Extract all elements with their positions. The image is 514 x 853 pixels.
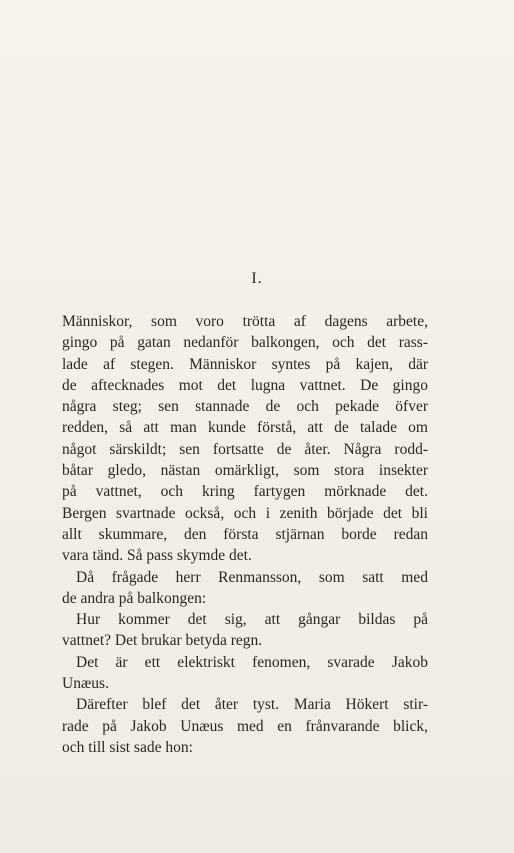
text-line: Det är ett elektriskt fenomen, svarade Jakob	[76, 653, 428, 671]
text-line: Därefter blef det åter tyst. Maria Hökert stir-	[76, 696, 428, 714]
text-line: Bergen svartnade också, och i zenith började det bli	[62, 504, 428, 522]
text-line: och till sist sade hon:	[62, 738, 193, 756]
body-text	[62, 311, 428, 758]
text-line: redden, så att man kunde förstå, att de talade om	[62, 419, 428, 437]
paragraph-2	[62, 567, 428, 610]
text-line: båtar gledo, nästan omärkligt, som stora insekter	[62, 462, 428, 480]
paragraph-1	[62, 311, 428, 567]
text-line: lade af stegen. Människor syntes på kajen, där	[62, 355, 428, 373]
text-line: de aftecknades mot det lugna vattnet. De gingo	[62, 376, 428, 394]
paragraph-3	[62, 609, 428, 652]
paragraph-5	[62, 694, 428, 758]
text-line: Hur kommer det sig, att gångar bildas på	[76, 611, 428, 629]
text-line: de andra på balkongen:	[62, 589, 207, 607]
text-line: vara tänd. Så pass skymde det.	[62, 547, 252, 565]
text-line: gingo på gatan nedanför balkongen, och det rass-	[62, 334, 428, 352]
paragraph-4	[62, 652, 428, 695]
text-line: allt skummare, den första stjärnan borde redan	[62, 525, 428, 543]
text-line: Unæus.	[62, 675, 109, 693]
text-line: rade på Jakob Unæus med en frånvarande blick,	[62, 717, 428, 735]
chapter-number: I.	[251, 270, 263, 287]
text-line: Då frågade herr Renmansson, som satt med	[76, 568, 428, 586]
text-line: några steg; sen stannade de och pekade öfver	[62, 398, 428, 416]
text-line: Människor, som voro trötta af dagens arbete,	[62, 313, 428, 330]
text-line: på vattnet, och kring fartygen mörknade det.	[62, 483, 428, 501]
text-line: vattnet? Det brukar betyda regn.	[62, 632, 263, 650]
text-line: något särskildt; sen fortsatte de åter. Några rodd-	[62, 440, 428, 458]
